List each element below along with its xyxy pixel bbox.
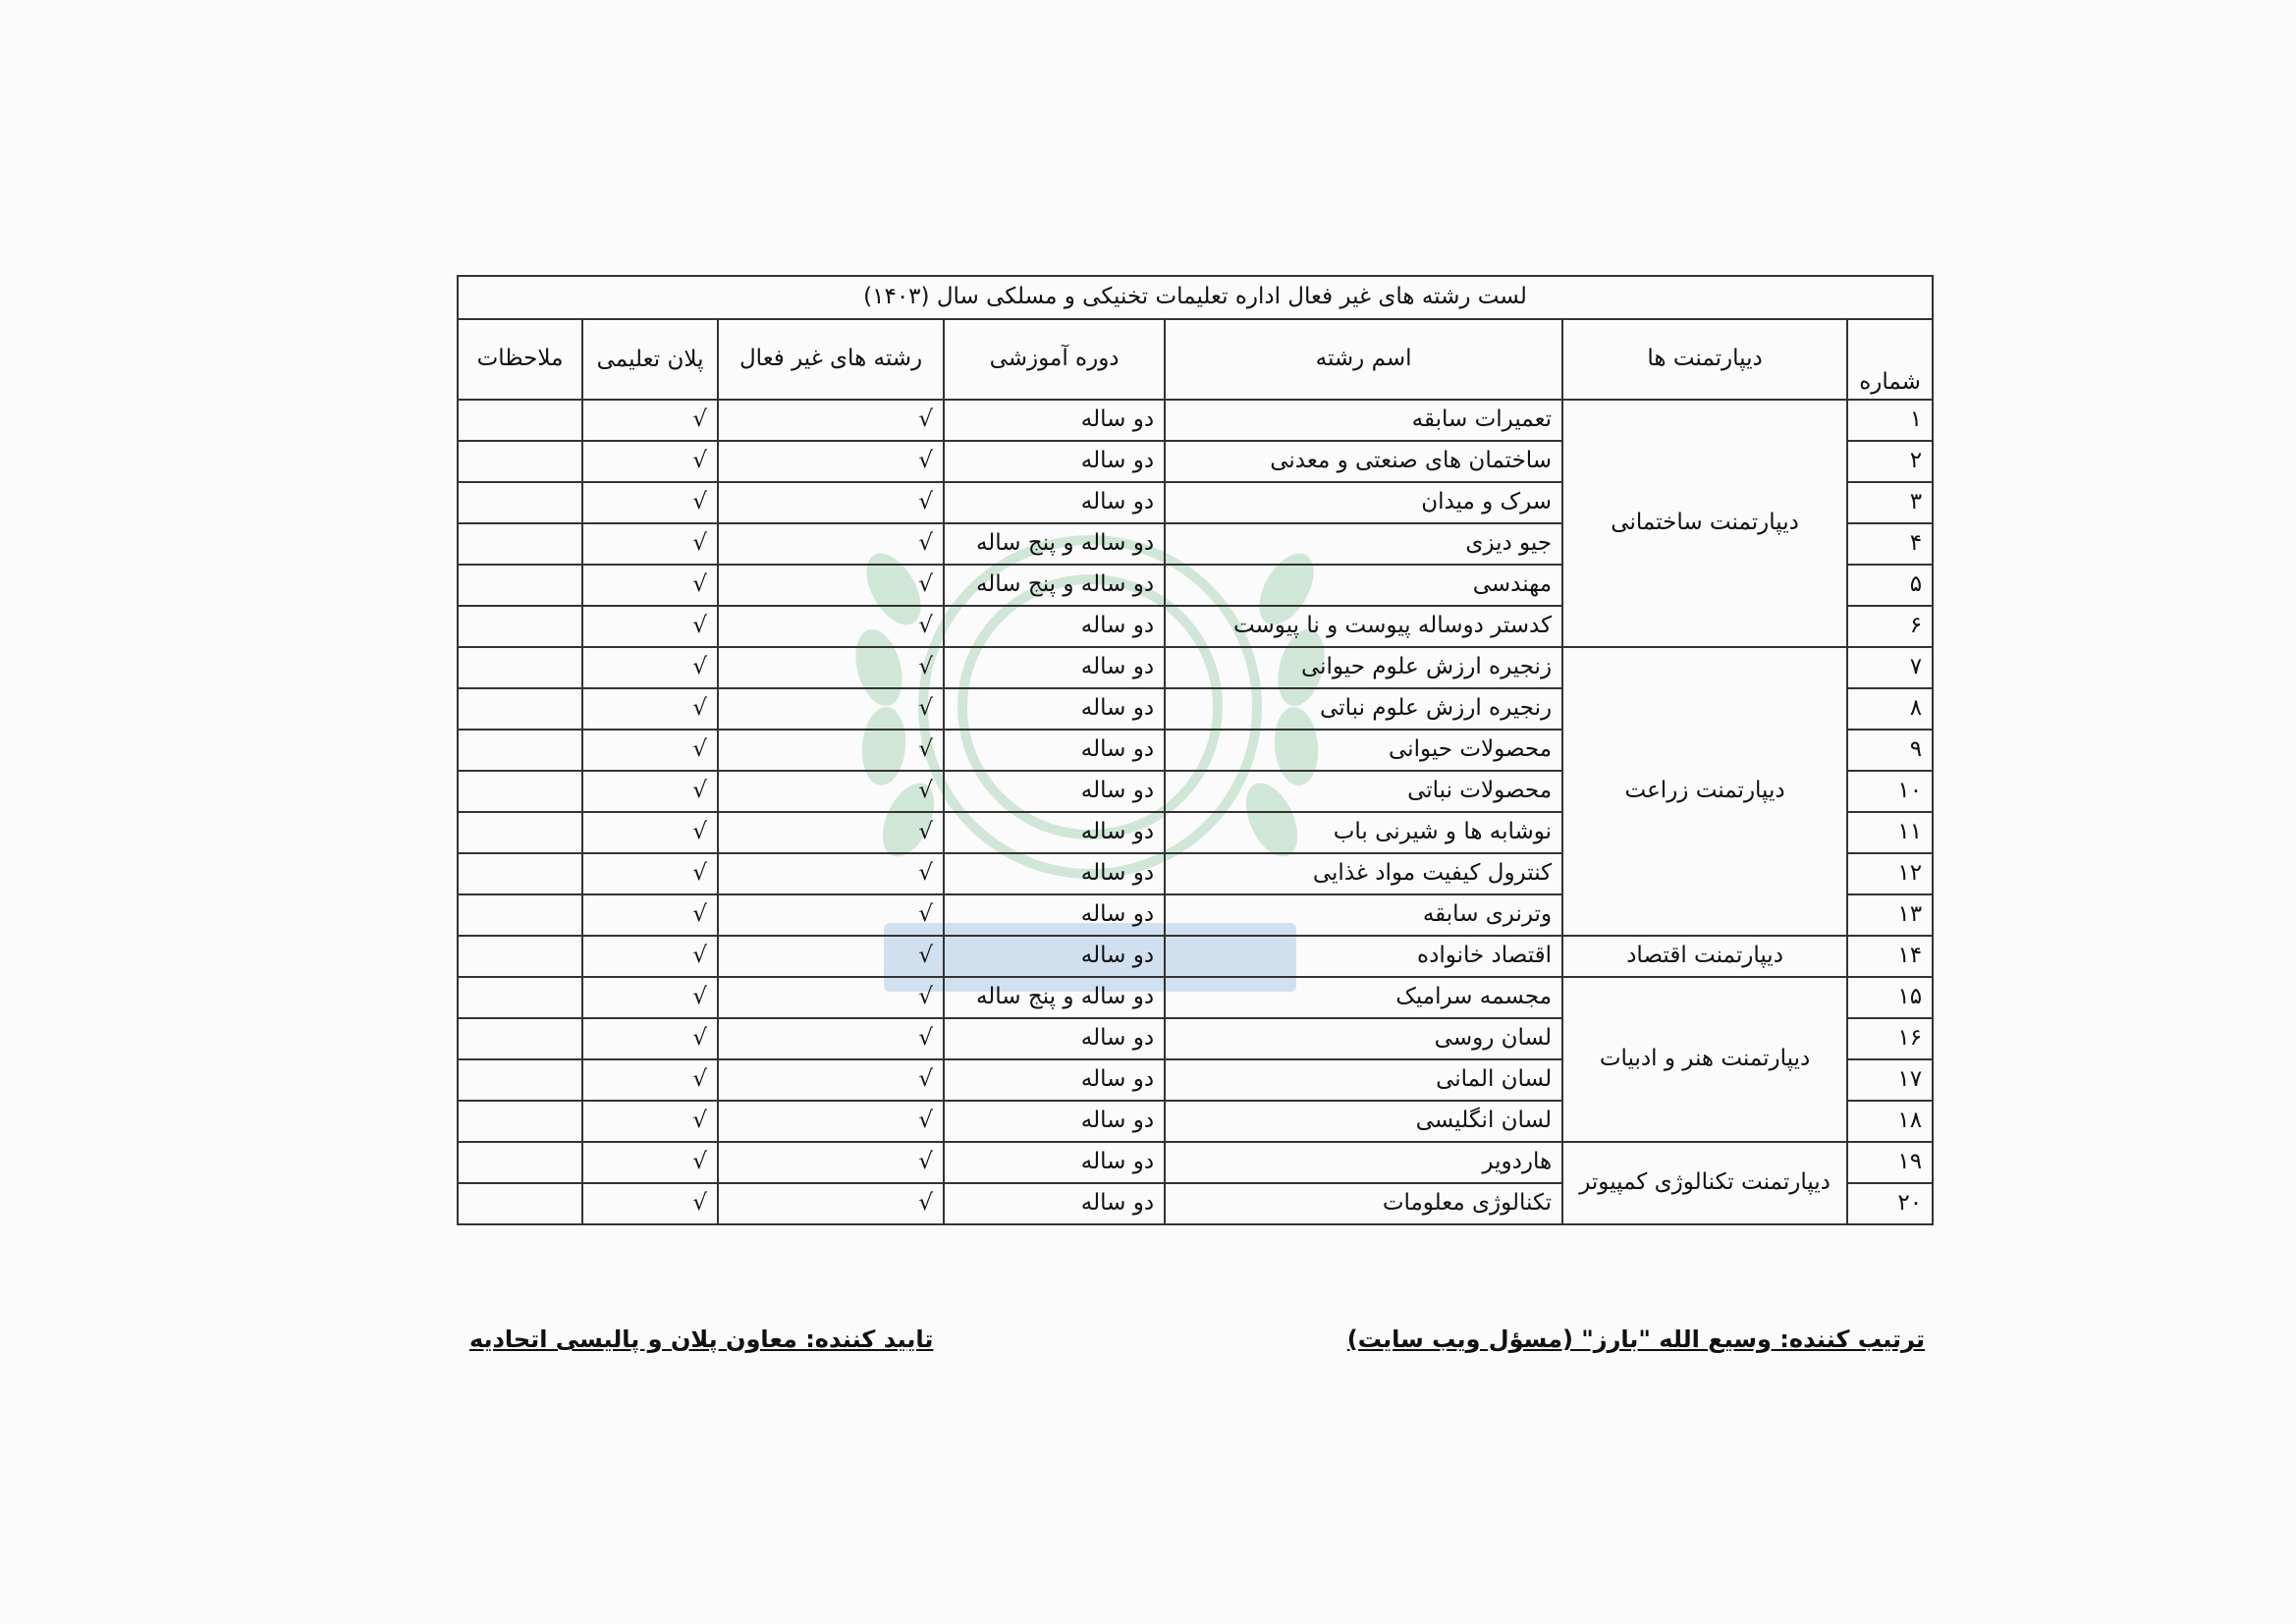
row-number: ۲۰ — [1847, 1183, 1933, 1224]
field-name: جیو دیزی — [1165, 523, 1562, 565]
plan-check: √ — [582, 647, 718, 688]
field-name: سرک و میدان — [1165, 482, 1562, 523]
field-period: دو ساله — [944, 812, 1165, 853]
field-period: دو ساله — [944, 936, 1165, 977]
row-number: ۷ — [1847, 647, 1933, 688]
remarks-cell — [458, 812, 582, 853]
plan-check: √ — [582, 1142, 718, 1183]
field-name: لسان روسی — [1165, 1018, 1562, 1059]
remarks-cell — [458, 688, 582, 730]
remarks-cell — [458, 730, 582, 771]
plan-check: √ — [582, 812, 718, 853]
remarks-cell — [458, 647, 582, 688]
field-period: دو ساله — [944, 894, 1165, 936]
inactive-check: √ — [718, 977, 944, 1018]
field-period: دو ساله — [944, 1183, 1165, 1224]
row-number: ۱۵ — [1847, 977, 1933, 1018]
remarks-cell — [458, 936, 582, 977]
plan-check: √ — [582, 730, 718, 771]
plan-check: √ — [582, 1183, 718, 1224]
row-number: ۹ — [1847, 730, 1933, 771]
field-period: دو ساله — [944, 647, 1165, 688]
table-row — [458, 977, 1933, 1018]
field-name: تعمیرات سابقه — [1165, 400, 1562, 441]
plan-check: √ — [582, 936, 718, 977]
field-period: دو ساله — [944, 1101, 1165, 1142]
remarks-cell — [458, 771, 582, 812]
plan-check: √ — [582, 1101, 718, 1142]
row-number: ۱۰ — [1847, 771, 1933, 812]
field-name: لسان المانی — [1165, 1059, 1562, 1101]
field-name: تکنالوژی معلومات — [1165, 1183, 1562, 1224]
plan-check: √ — [582, 523, 718, 565]
remarks-cell — [458, 853, 582, 894]
field-name: کنترول کیفیت مواد غذایی — [1165, 853, 1562, 894]
field-name: ساختمان های صنعتی و معدنی — [1165, 441, 1562, 482]
field-period: دو ساله — [944, 730, 1165, 771]
remarks-cell — [458, 1018, 582, 1059]
field-name: محصولات حیوانی — [1165, 730, 1562, 771]
inactive-check: √ — [718, 400, 944, 441]
inactive-check: √ — [718, 482, 944, 523]
field-period: دو ساله — [944, 400, 1165, 441]
plan-check: √ — [582, 482, 718, 523]
remarks-cell — [458, 523, 582, 565]
plan-check: √ — [582, 565, 718, 606]
table-row — [458, 647, 1933, 688]
remarks-cell — [458, 1183, 582, 1224]
inactive-check: √ — [718, 730, 944, 771]
field-name: اقتصاد خانواده — [1165, 936, 1562, 977]
inactive-check: √ — [718, 1142, 944, 1183]
table-row — [458, 400, 1933, 441]
row-number: ۱۴ — [1847, 936, 1933, 977]
approved-by-signature: تایید کننده: معاون پلان و پالیسی اتحادیه — [469, 1326, 934, 1353]
field-name: لسان انگلیسی — [1165, 1101, 1562, 1142]
header-period: دوره آموزشی — [944, 319, 1165, 400]
field-name: زنجیره ارزش علوم حیوانی — [1165, 647, 1562, 688]
field-name: نوشابه ها و شیرنی باب — [1165, 812, 1562, 853]
inactive-check: √ — [718, 565, 944, 606]
row-number: ۵ — [1847, 565, 1933, 606]
remarks-cell — [458, 1059, 582, 1101]
field-period: دو ساله — [944, 1059, 1165, 1101]
inactive-check: √ — [718, 812, 944, 853]
field-period: دو ساله و پنج ساله — [944, 565, 1165, 606]
field-period: دو ساله — [944, 1142, 1165, 1183]
remarks-cell — [458, 1142, 582, 1183]
field-period: دو ساله و پنج ساله — [944, 523, 1165, 565]
field-period: دو ساله و پنج ساله — [944, 977, 1165, 1018]
table-body — [458, 400, 1933, 1224]
field-period: دو ساله — [944, 482, 1165, 523]
row-number: ۱۲ — [1847, 853, 1933, 894]
department-name: دیپارتمنت تکنالوژی کمپیوتر — [1562, 1142, 1847, 1224]
plan-check: √ — [582, 894, 718, 936]
plan-check: √ — [582, 400, 718, 441]
inactive-check: √ — [718, 606, 944, 647]
field-name: محصولات نباتی — [1165, 771, 1562, 812]
plan-check: √ — [582, 606, 718, 647]
field-name: رنجیره ارزش علوم نباتی — [1165, 688, 1562, 730]
inactive-check: √ — [718, 1059, 944, 1101]
inactive-check: √ — [718, 894, 944, 936]
plan-check: √ — [582, 441, 718, 482]
inactive-check: √ — [718, 1018, 944, 1059]
remarks-cell — [458, 400, 582, 441]
header-inactive: رشته های غیر فعال — [718, 319, 944, 400]
inactive-check: √ — [718, 936, 944, 977]
field-name: هاردویر — [1165, 1142, 1562, 1183]
field-period: دو ساله — [944, 853, 1165, 894]
remarks-cell — [458, 977, 582, 1018]
inactive-check: √ — [718, 771, 944, 812]
plan-check: √ — [582, 1059, 718, 1101]
department-name: دیپارتمنت زراعت — [1562, 647, 1847, 936]
row-number: ۱ — [1847, 400, 1933, 441]
header-number: شماره — [1847, 319, 1933, 400]
row-number: ۸ — [1847, 688, 1933, 730]
department-name: دیپارتمنت ساختمانی — [1562, 400, 1847, 647]
remarks-cell — [458, 1101, 582, 1142]
table-row — [458, 1142, 1933, 1183]
header-plan: پلان تعلیمی — [582, 319, 718, 400]
remarks-cell — [458, 565, 582, 606]
field-period: دو ساله — [944, 606, 1165, 647]
row-number: ۱۱ — [1847, 812, 1933, 853]
field-name: کدستر دوساله پیوست و نا پیوست — [1165, 606, 1562, 647]
inactive-check: √ — [718, 1183, 944, 1224]
field-period: دو ساله — [944, 1018, 1165, 1059]
row-number: ۶ — [1847, 606, 1933, 647]
plan-check: √ — [582, 1018, 718, 1059]
remarks-cell — [458, 482, 582, 523]
department-name: دیپارتمنت اقتصاد — [1562, 936, 1847, 977]
plan-check: √ — [582, 771, 718, 812]
table-row — [458, 936, 1933, 977]
inactive-check: √ — [718, 1101, 944, 1142]
plan-check: √ — [582, 688, 718, 730]
row-number: ۱۳ — [1847, 894, 1933, 936]
row-number: ۱۸ — [1847, 1101, 1933, 1142]
header-departments: دیپارتمنت ها — [1562, 319, 1847, 400]
inactive-check: √ — [718, 441, 944, 482]
prepared-by-signature: ترتیب کننده: وسیع الله "بارز" (مسؤل ویب سایت) — [1346, 1326, 1925, 1353]
header-remarks: ملاحظات — [458, 319, 582, 400]
field-name: مجسمه سرامیک — [1165, 977, 1562, 1018]
field-name: وترنری سابقه — [1165, 894, 1562, 936]
row-number: ۴ — [1847, 523, 1933, 565]
row-number: ۱۶ — [1847, 1018, 1933, 1059]
row-number: ۱۷ — [1847, 1059, 1933, 1101]
row-number: ۲ — [1847, 441, 1933, 482]
department-name: دیپارتمنت هنر و ادبیات — [1562, 977, 1847, 1142]
plan-check: √ — [582, 977, 718, 1018]
table-title: لست رشته های غیر فعال اداره تعلیمات تخنیکی و مسلکی سال (۱۴۰۳) — [458, 276, 1933, 319]
remarks-cell — [458, 606, 582, 647]
inactive-check: √ — [718, 647, 944, 688]
row-number: ۱۹ — [1847, 1142, 1933, 1183]
remarks-cell — [458, 894, 582, 936]
remarks-cell — [458, 441, 582, 482]
field-period: دو ساله — [944, 771, 1165, 812]
field-name: مهندسی — [1165, 565, 1562, 606]
inactive-check: √ — [718, 853, 944, 894]
row-number: ۳ — [1847, 482, 1933, 523]
plan-check: √ — [582, 853, 718, 894]
field-period: دو ساله — [944, 441, 1165, 482]
inactive-check: √ — [718, 523, 944, 565]
inactive-check: √ — [718, 688, 944, 730]
inactive-fields-table — [457, 275, 1934, 1225]
field-period: دو ساله — [944, 688, 1165, 730]
header-field-name: اسم رشته — [1165, 319, 1562, 400]
